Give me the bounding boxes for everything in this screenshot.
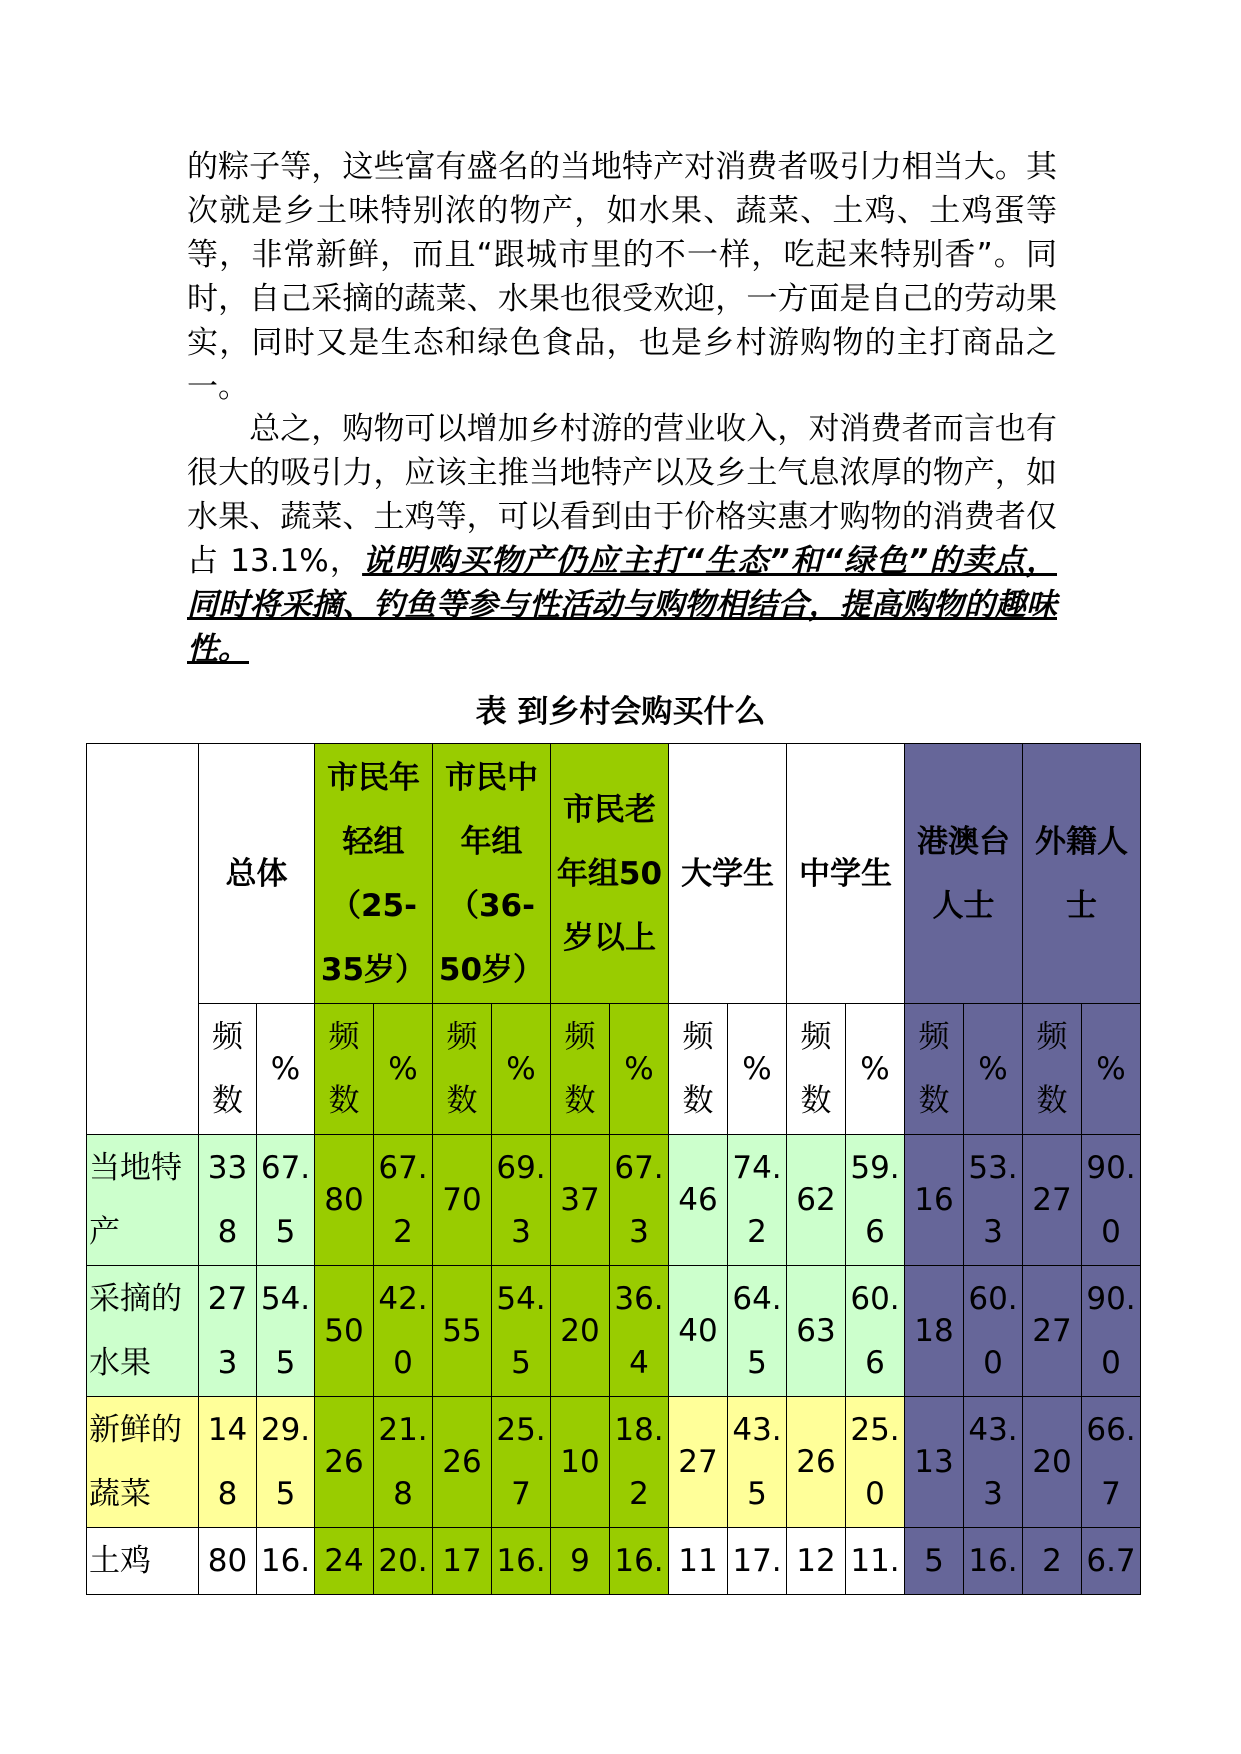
cell-frequency: 18 xyxy=(905,1266,964,1397)
cell-percent: 53.3 xyxy=(964,1135,1023,1266)
cell-percent: 66.7 xyxy=(1082,1397,1141,1528)
cell-frequency: 50 xyxy=(315,1266,374,1397)
cell-frequency: 20 xyxy=(1023,1397,1082,1528)
cell-frequency: 80 xyxy=(199,1528,257,1595)
cell-frequency: 62 xyxy=(787,1135,846,1266)
table-row xyxy=(87,1266,1141,1397)
cell-frequency: 26 xyxy=(787,1397,846,1528)
cell-percent: 16. xyxy=(610,1528,669,1595)
cell-frequency: 27 xyxy=(1023,1135,1082,1266)
cell-frequency: 5 xyxy=(905,1528,964,1595)
cell-percent: 29.5 xyxy=(257,1397,315,1528)
subheader-pct: % xyxy=(374,1004,433,1135)
group-header-elder: 市民老年组50岁以上 xyxy=(551,744,669,1004)
cell-percent: 42.0 xyxy=(374,1266,433,1397)
subheader-pct: % xyxy=(728,1004,787,1135)
cell-frequency: 17 xyxy=(433,1528,492,1595)
cell-frequency: 55 xyxy=(433,1266,492,1397)
row-label: 采摘的水果 xyxy=(87,1266,199,1397)
cell-frequency: 273 xyxy=(199,1266,257,1397)
cell-frequency: 70 xyxy=(433,1135,492,1266)
cell-percent: 43.3 xyxy=(964,1397,1023,1528)
group-header-foreign: 外籍人士 xyxy=(1023,744,1141,1004)
table-row xyxy=(87,1528,1141,1595)
paragraph-2 xyxy=(187,407,1057,671)
cell-percent: 16. xyxy=(964,1528,1023,1595)
cell-percent: 21.8 xyxy=(374,1397,433,1528)
table-row xyxy=(87,1397,1141,1528)
cell-frequency: 63 xyxy=(787,1266,846,1397)
group-header-hkmotw: 港澳台人士 xyxy=(905,744,1023,1004)
cell-percent: 6.7 xyxy=(1082,1528,1141,1595)
group-header-college: 大学生 xyxy=(669,744,787,1004)
cell-percent: 90.0 xyxy=(1082,1266,1141,1397)
cell-percent: 59.6 xyxy=(846,1135,905,1266)
subheader-pct: % xyxy=(1082,1004,1141,1135)
cell-percent: 60.0 xyxy=(964,1266,1023,1397)
cell-frequency: 24 xyxy=(315,1528,374,1595)
cell-percent: 36.4 xyxy=(610,1266,669,1397)
cell-percent: 60.6 xyxy=(846,1266,905,1397)
cell-percent: 90.0 xyxy=(1082,1135,1141,1266)
cell-frequency: 26 xyxy=(315,1397,374,1528)
group-header-middle: 市民中年组（36-50岁） xyxy=(433,744,551,1004)
cell-frequency: 12 xyxy=(787,1528,846,1595)
cell-frequency: 80 xyxy=(315,1135,374,1266)
cell-frequency: 16 xyxy=(905,1135,964,1266)
group-header-total: 总体 xyxy=(199,744,315,1004)
cell-percent: 18.2 xyxy=(610,1397,669,1528)
cell-percent: 20. xyxy=(374,1528,433,1595)
subheader-freq: 频数 xyxy=(315,1004,374,1135)
subheader-pct: % xyxy=(610,1004,669,1135)
cell-frequency: 40 xyxy=(669,1266,728,1397)
purchase-table xyxy=(86,743,1141,1595)
cell-frequency: 27 xyxy=(1023,1266,1082,1397)
row-label: 当地特产 xyxy=(87,1135,199,1266)
subheader-pct: % xyxy=(846,1004,905,1135)
cell-percent: 67.2 xyxy=(374,1135,433,1266)
cell-percent: 25.0 xyxy=(846,1397,905,1528)
cell-frequency: 338 xyxy=(199,1135,257,1266)
subheader-freq: 频数 xyxy=(787,1004,846,1135)
subheader-row xyxy=(87,1004,1141,1135)
cell-frequency: 27 xyxy=(669,1397,728,1528)
subheader-pct: % xyxy=(492,1004,551,1135)
cell-percent: 17. xyxy=(728,1528,787,1595)
cell-frequency: 10 xyxy=(551,1397,610,1528)
subheader-freq: 频数 xyxy=(199,1004,257,1135)
cell-frequency: 148 xyxy=(199,1397,257,1528)
subheader-freq: 频数 xyxy=(905,1004,964,1135)
cell-percent: 54.5 xyxy=(492,1266,551,1397)
cell-percent: 67.5 xyxy=(257,1135,315,1266)
cell-percent: 16. xyxy=(492,1528,551,1595)
cell-frequency: 46 xyxy=(669,1135,728,1266)
row-label: 新鲜的蔬菜 xyxy=(87,1397,199,1528)
cell-frequency: 9 xyxy=(551,1528,610,1595)
paragraph-2-emphasis: 说明购买物产仍应主打“生态”和“绿色”的卖点，同时将采摘、钓鱼等参与性活动与购物相结合，提高购物的趣味性。 xyxy=(187,543,1057,667)
subheader-freq: 频数 xyxy=(669,1004,728,1135)
paragraph-2-text: 总之，购物可以增加乡村游的营业收入，对消费者而言也有很大的吸引力，应该主推当地特产以及乡土气息浓厚的物产，如水果、蔬菜、土鸡等，可以看到由于价格实惠才购物的消费者仅占 13.1%， xyxy=(187,411,1058,579)
table-caption: 表 到乡村会购买什么 xyxy=(475,694,766,730)
cell-percent: 11. xyxy=(846,1528,905,1595)
cell-frequency: 20 xyxy=(551,1266,610,1397)
group-header-highschool: 中学生 xyxy=(787,744,905,1004)
cell-percent: 25.7 xyxy=(492,1397,551,1528)
cell-frequency: 26 xyxy=(433,1397,492,1528)
cell-percent: 54.5 xyxy=(257,1266,315,1397)
cell-percent: 69.3 xyxy=(492,1135,551,1266)
table-row xyxy=(87,1135,1141,1266)
cell-percent: 74.2 xyxy=(728,1135,787,1266)
paragraph-1: 的粽子等，这些富有盛名的当地特产对消费者吸引力相当大。其次就是乡土味特别浓的物产，如水果、蔬菜、土鸡、土鸡蛋等等，非常新鲜，而且“跟城市里的不一样，吃起来特别香”。同时，自己采摘的蔬菜、水果也很受欢迎，一方面是自己的劳动果实，同时又是生态和绿色食品，也是乡村游购物的主打商品之一。 xyxy=(187,149,1057,405)
cell-frequency: 37 xyxy=(551,1135,610,1266)
group-header-young: 市民年轻组（25-35岁） xyxy=(315,744,433,1004)
cell-percent: 16. xyxy=(257,1528,315,1595)
row-label: 土鸡 xyxy=(87,1528,199,1595)
subheader-freq: 频数 xyxy=(1023,1004,1082,1135)
cell-frequency: 11 xyxy=(669,1528,728,1595)
cell-percent: 64.5 xyxy=(728,1266,787,1397)
cell-frequency: 2 xyxy=(1023,1528,1082,1595)
subheader-freq: 频数 xyxy=(433,1004,492,1135)
subheader-pct: % xyxy=(964,1004,1023,1135)
subheader-freq: 频数 xyxy=(551,1004,610,1135)
cell-frequency: 13 xyxy=(905,1397,964,1528)
cell-percent: 67.3 xyxy=(610,1135,669,1266)
corner-cell xyxy=(87,744,199,1135)
cell-percent: 43.5 xyxy=(728,1397,787,1528)
group-header-row xyxy=(87,744,1141,1004)
subheader-pct: % xyxy=(257,1004,315,1135)
